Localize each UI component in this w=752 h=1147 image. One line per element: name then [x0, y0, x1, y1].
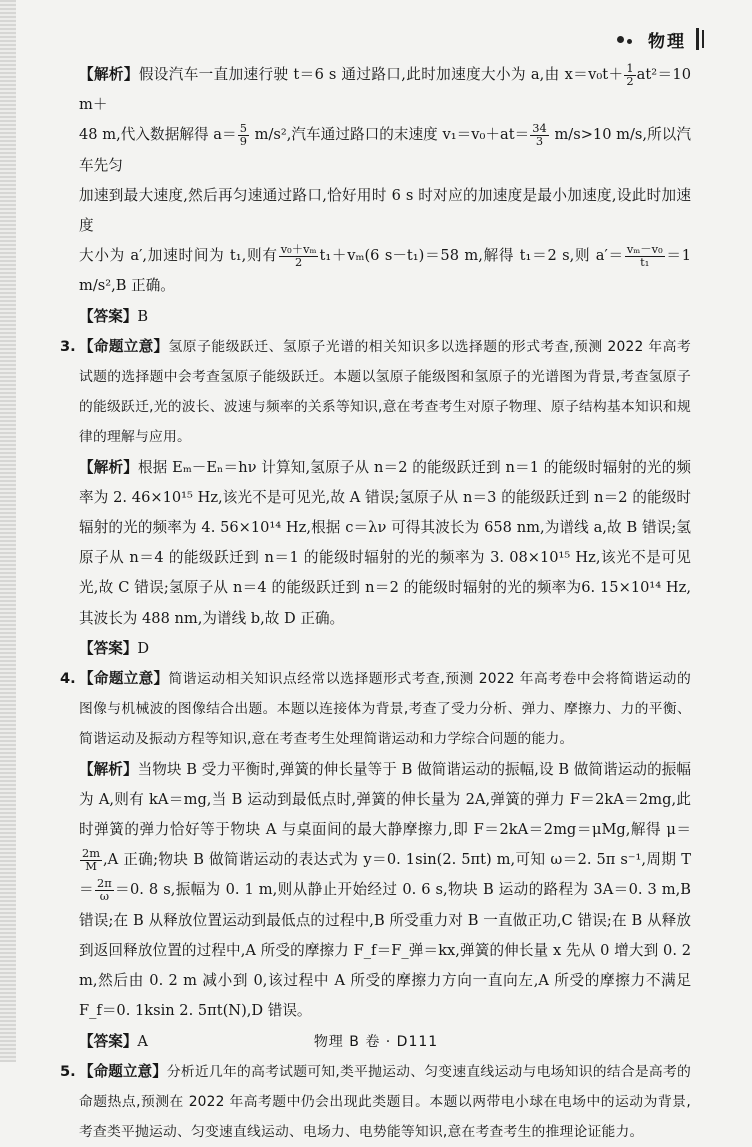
intent-tag: 【命题立意】	[79, 670, 169, 688]
q4-intent	[60, 664, 691, 755]
page-header	[614, 26, 704, 52]
answer-tag: 【答案】	[79, 639, 138, 657]
fraction: $\frac{34}{3}$	[532, 120, 547, 148]
answer-tag: 【答案】	[79, 1032, 138, 1050]
q2-answer	[79, 302, 691, 332]
page-footer: 物理 B 卷 · D111	[313, 1034, 439, 1050]
intent-text: 简谐运动相关知识点经常以选择题形式考查,预测 2022 年高考卷中会将简谐运动的图像与机械波的图像结合出题。本题以连接体为背景,考查了受力分析、弹力、摩擦力、力的平衡、简谐运动及振动方程等知识,意在考查考生处理简谐运动和力学综合问题的能力。	[79, 671, 691, 748]
subject-label: 物理	[648, 31, 686, 52]
answer-value: A	[137, 1032, 148, 1050]
decorative-dots-icon	[614, 32, 638, 46]
q3-analysis	[79, 453, 691, 634]
intent-text: 氢原子能级跃迁、氢原子光谱的相关知识多以选择题的形式考查,预测 2022 年高考试题的选择题中会考查氢原子能级跃迁。本题以氢原子能级图和氢原子的光谱图为背景,考查氢原子的能级跃迁,光的波长、波速与频率的关系等知识,意在考查考生对原子物理、原子结构基本知识和规律的理解与应用。	[79, 338, 691, 446]
fraction: $\frac{\text{vₘ－v₀}}{\text{t₁}}$	[626, 241, 663, 269]
document-body	[60, 60, 691, 1147]
q3-intent	[60, 332, 691, 453]
q2-analysis: 【解析】假设汽车一直加速行驶 t＝6 s 通过路口,此时加速度大小为 a,由 x＝v₀t＋ $\frac{1}{2}$ at²＝10 m＋ 48 m,代入数据解得 a＝ $\frac{5}{9}$ m/s²,汽车通过路口的末速度 v₁＝v₀＋at＝ $\frac{34}{3}$ m/s>10 m/s,所以汽车先匀 加速到最大速度,然后再匀速通过路口,恰好用时 6 s 时对应的加速度是最小加速度,设此时加速度 大小为 a′,加速时间为 t₁,则有 $\frac{\text{v₀＋vₘ}}{2}$ t₁＋vₘ(6 s－t₁)＝58 m,解得 t₁＝2 s,则 a′＝ $\frac{\text{vₘ－v₀}}{\text{t₁}}$ ＝1 m/s²,B 正确。	[79, 60, 691, 295]
answer-value: D	[137, 639, 150, 657]
question-number: 4.	[60, 670, 76, 688]
header-bar	[696, 28, 699, 50]
analysis-tag: 【解析】	[79, 66, 139, 83]
q3-answer	[79, 634, 691, 664]
intent-tag: 【命题立意】	[79, 1062, 167, 1080]
header-bar-thin	[702, 30, 704, 48]
analysis-tag: 【解析】	[79, 760, 138, 778]
analysis-text: 根据 Eₘ－Eₙ＝hν 计算知,氢原子从 n＝2 的能级跃迁到 n＝1 的能级时辐射的光的频率为 2. 46×10¹⁵ Hz,该光不是可见光,故 A 错误;氢原子从 n＝3 的能级跃迁到 n＝2 的能级时辐射的光的频率为 4. 56×10¹⁴ Hz,根据 c＝λν 可得其波长为 658 nm,为谱线 a,故 B 错误;氢原子从 n＝4 的能级跃迁到 n＝1 的能级时辐射的光的频率为 3. 08×10¹⁵ Hz,该光不是可见光,故 C 错误;氢原子从 n＝4 的能级跃迁到 n＝2 的能级时辐射的光的频率为6. 15×10¹⁴ Hz,其波长为 488 nm,为谱线 b,故 D 正确。	[79, 458, 691, 627]
scan-edge	[0, 0, 16, 1062]
question-number: 3.	[60, 337, 76, 355]
intent-text: 分析近几年的高考试题可知,类平抛运动、匀变速直线运动与电场知识的结合是高考的命题热点,预测在 2022 年高考题中仍会出现此类题目。本题以两带电小球在电场中的运动为背景,考查类平抛运动、匀变速直线运动、电场力、电势能等知识,意在考查考生的推理论证能力。	[79, 1063, 691, 1141]
fraction: $\frac{2\pi}{\omega}$	[96, 876, 112, 903]
q4-analysis: 【解析】当物块 B 受力平衡时,弹簧的伸长量等于 B 做简谐运动的振幅,设 B 做简谐运动的振幅为 A,则有 kA＝mg,当 B 运动到最低点时,弹簧的伸长量为 2A,弹簧的弹力 F＝2kA＝2mg,此时弹簧的弹力恰好等于物块 A 与桌面间的最大静摩擦力,即 F＝2kA＝2mg＝μMg,解得 μ＝ $\frac{2m}{M}$ ,A 正确;物块 B 做简谐运动的表达式为 y＝0. 1sin(2. 5πt) m,可知 ω＝2. 5π s⁻¹,周期 T＝ $\frac{2\pi}{\omega}$ ＝0. 8 s,振幅为 0. 1 m,则从静止开始经过 0. 6 s,物块 B 运动的路程为 3A＝0. 3 m,B 错误;在 B 从释放位置运动到最低点的过程中,B 所受重力对 B 一直做正功,C 错误;在 B 从释放到返回释放位置的过程中,A 所受的摩擦力 F_f＝F_弹＝kx,弹簧的伸长量 x 先从 0 增大到 0. 2 m,然后由 0. 2 m 减小到 0,该过程中 A 所受的摩擦力方向一直向左,A 所受的摩擦力不满足 F_f＝0. 1ksin 2. 5πt(N),D 错误。	[79, 760, 691, 1020]
fraction: $\frac{5}{9}$	[239, 120, 247, 148]
answer-value: B	[137, 307, 149, 325]
intent-tag: 【命题立意】	[79, 337, 169, 355]
analysis-tag: 【解析】	[79, 458, 138, 476]
fraction: $\frac{\text{v₀＋vₘ}}{2}$	[280, 241, 317, 269]
question-number: 5.	[60, 1062, 76, 1080]
fraction: $\frac{2m}{M}$	[82, 845, 101, 873]
answer-tag: 【答案】	[79, 307, 138, 325]
fraction: $\frac{1}{2}$	[626, 60, 634, 88]
q5-intent	[60, 1057, 691, 1147]
